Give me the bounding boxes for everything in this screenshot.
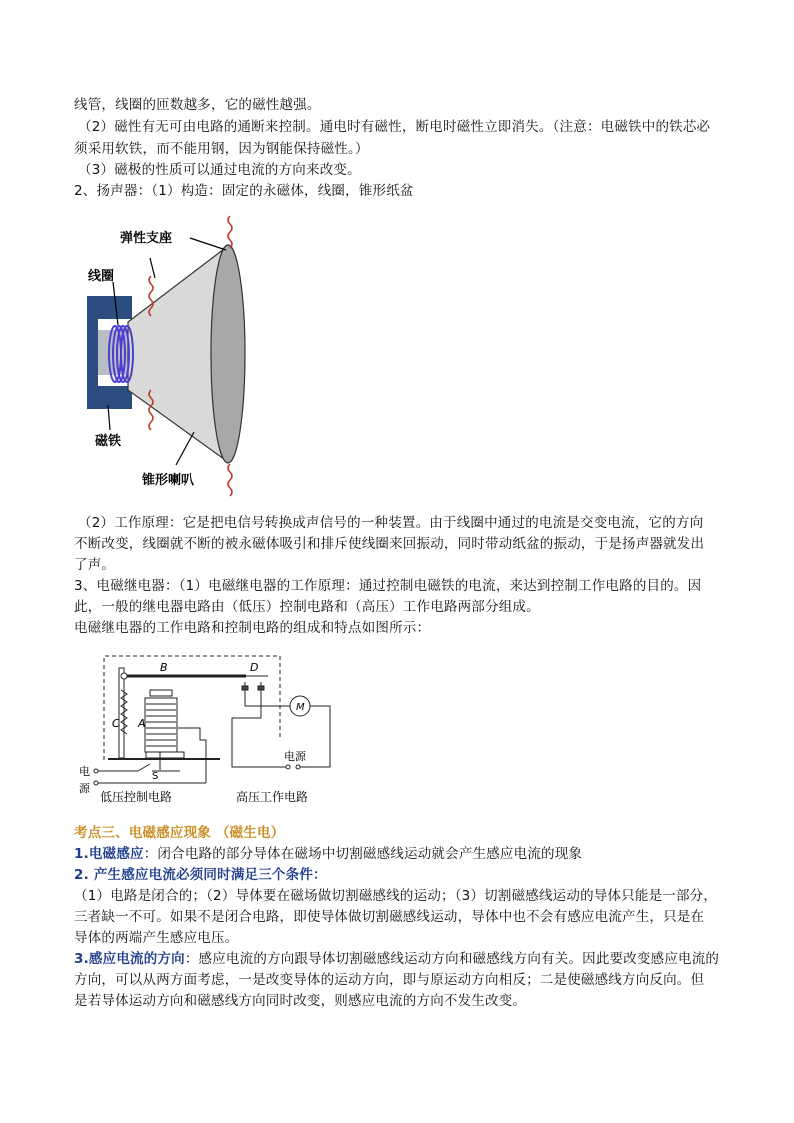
relay-label-c: C bbox=[112, 717, 120, 730]
relay-label-b: B bbox=[160, 661, 168, 674]
relay-source-left-1: 电 bbox=[79, 765, 90, 778]
term-induced-current-direction: 3.感应电流的方向 bbox=[74, 951, 185, 967]
relay-label-m: M bbox=[296, 702, 305, 713]
text-line-3: 须采用软铁，而不能用钢，因为钢能保持磁性。） bbox=[74, 141, 369, 157]
relay-label-d: D bbox=[250, 661, 259, 674]
rim-wave-bottom bbox=[228, 464, 232, 496]
term-electromagnetic-induction: 1.电磁感应 bbox=[74, 846, 144, 862]
label-elastic-support: 弹性支座 bbox=[120, 231, 173, 246]
text-line-14: 2. 产生感应电流必须同时满足三个条件： bbox=[74, 867, 327, 883]
text-line-13: 1.电磁感应：闭合电路的部分导体在磁场中切割磁感线运动就会产生感应电流的现象 bbox=[74, 846, 583, 862]
text-line-1: 线管，线圈的匝数越多，它的磁性越强。 bbox=[74, 97, 321, 113]
text-line-11: 电磁继电器的工作电路和控制电路的组成和特点如图所示： bbox=[74, 620, 431, 636]
text-line-20: 是若导体运动方向和磁感线方向同时改变，则感应电流的方向不发生改变。 bbox=[74, 993, 527, 1009]
text-line-15: （1）电路是闭合的；（2）导体要在磁场做切割磁感线的运动；（3）切割磁感线运动的导体只能是一部分， bbox=[74, 888, 718, 904]
text-line-4: （3）磁极的性质可以通过电流的方向来改变。 bbox=[78, 162, 361, 178]
label-coil: 线圈 bbox=[88, 269, 115, 284]
text-line-19: 方向，可以从两方面考虑，一是改变导体的运动方向，即与原运动方向相反；二是使磁感线方向反向。但 bbox=[74, 972, 705, 988]
text-line-16: 三者缺一不可。如果不是闭合电路，即使导体做切割磁感线运动，导体中也不会有感应电流产生，只是在 bbox=[74, 909, 705, 925]
speaker-rim bbox=[211, 245, 245, 463]
label-magnet: 磁铁 bbox=[95, 434, 122, 449]
text-line-10: 此，一般的继电器电路由（低压）控制电路和（高压）工作电路两部分组成。 bbox=[74, 599, 540, 615]
relay-source-right: 电源 bbox=[284, 750, 306, 763]
relay-low-voltage-label: 低压控制电路 bbox=[100, 790, 173, 804]
text-line-6: （2）工作原理：它是把电信号转换成声信号的一种装置。由于线圈中通过的电流是交变电流，它的方向 bbox=[78, 515, 704, 531]
label-cone: 锥形喇叭 bbox=[142, 473, 195, 488]
text-line-9: 3、电磁继电器：（1）电磁继电器的工作原理：通过控制电磁铁的电流，来达到控制工作电路的目的。因 bbox=[74, 578, 702, 594]
text-line-8: 了声。 bbox=[74, 557, 116, 573]
speaker-diagram bbox=[80, 212, 270, 507]
text-line-5: 2、扬声器：（1）构造：固定的永磁体，线圈，锥形纸盆 bbox=[74, 183, 414, 199]
relay-label-a: A bbox=[138, 717, 146, 730]
relay-source-left-2: 源 bbox=[79, 782, 90, 795]
relay-diagram bbox=[76, 650, 342, 806]
relay-label-s: S bbox=[152, 771, 159, 782]
relay-high-voltage-label: 高压工作电路 bbox=[236, 790, 309, 804]
section-heading: 考点三、电磁感应现象 （磁生电） bbox=[74, 825, 285, 841]
rim-wave-top bbox=[228, 216, 232, 248]
text-line-2: （2）磁性有无可由电路的通断来控制。通电时有磁性，断电时磁性立即消失。（注意：电磁铁中的铁芯必 bbox=[78, 119, 711, 135]
text-line-7: 不断改变，线圈就不断的被永磁体吸引和排斥使线圈来回振动，同时带动纸盆的振动，于是扬声器就发出 bbox=[74, 536, 705, 552]
text-line-17: 导体的两端产生感应电压。 bbox=[74, 930, 239, 946]
text-line-18: 3.感应电流的方向：感应电流的方向跟导体切割磁感线运动方向和磁感线方向有关。因此要改变感应电流的 bbox=[74, 951, 720, 967]
